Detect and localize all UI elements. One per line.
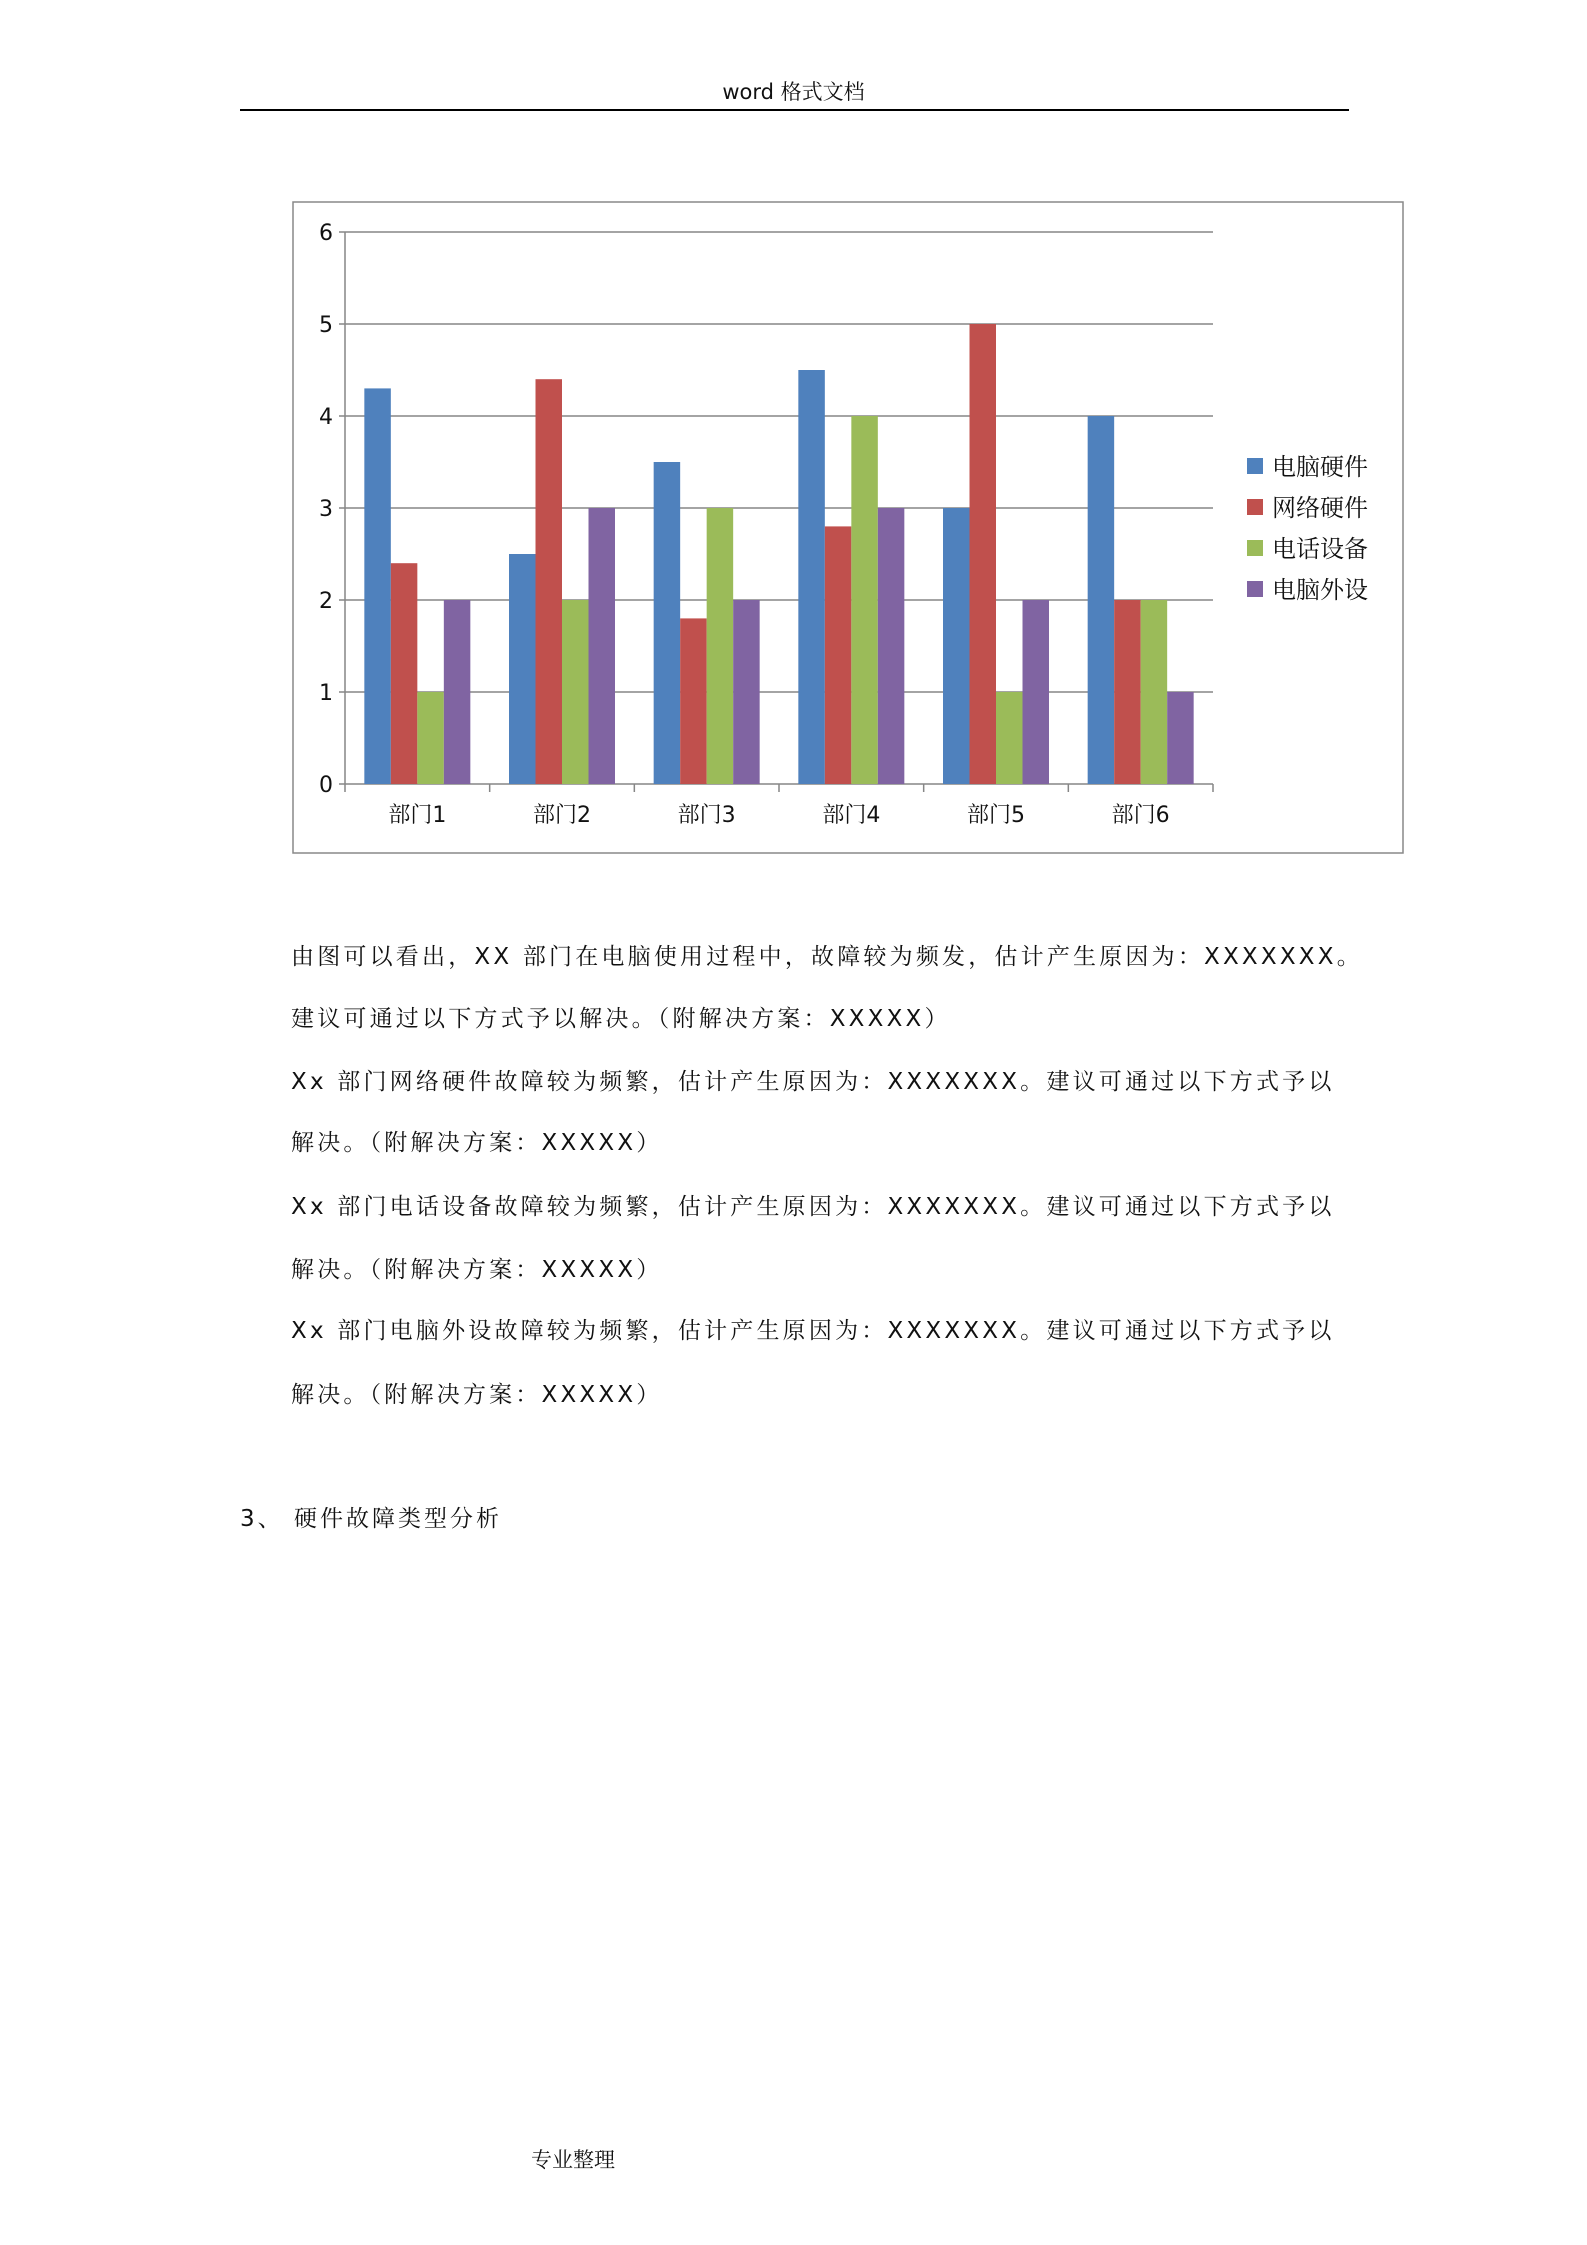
bar-电脑硬件-部门4 [798, 370, 825, 784]
y-tick-label: 2 [319, 589, 333, 614]
body-line: 解决。（附解决方案：XXXXX） [291, 1130, 663, 1156]
bar-网络硬件-部门5 [970, 324, 997, 784]
bar-电话设备-部门5 [996, 692, 1023, 784]
body-line: Xx 部门电话设备故障较为频繁，估计产生原因为：XXXXXXX。建议可通过以下方式予以 [291, 1194, 1335, 1220]
x-tick-label: 部门3 [677, 803, 736, 828]
bar-电脑外设-部门3 [733, 600, 760, 784]
y-tick-label: 4 [319, 405, 333, 430]
legend-swatch [1247, 499, 1263, 515]
x-tick-label: 部门6 [1111, 803, 1170, 828]
bar-电脑硬件-部门6 [1088, 416, 1115, 784]
bar-电脑硬件-部门5 [943, 508, 970, 784]
bar-电脑外设-部门1 [444, 600, 471, 784]
bar-网络硬件-部门6 [1114, 600, 1141, 784]
y-tick-label: 1 [319, 681, 333, 706]
bar-电话设备-部门4 [851, 416, 878, 784]
legend-label: 网络硬件 [1272, 494, 1368, 522]
page-footer: 专业整理 [531, 2148, 615, 2172]
bar-网络硬件-部门2 [536, 379, 563, 784]
x-tick-label: 部门5 [967, 803, 1025, 828]
bar-电脑硬件-部门1 [364, 388, 391, 784]
body-line: 解决。（附解决方案：XXXXX） [291, 1257, 663, 1283]
legend-label: 电话设备 [1272, 535, 1368, 563]
bar-电脑硬件-部门3 [654, 462, 681, 784]
bar-电脑外设-部门2 [589, 508, 616, 784]
body-line: 建议可通过以下方式予以解决。（附解决方案：XXXXX） [291, 1006, 951, 1032]
bar-电脑硬件-部门2 [509, 554, 536, 784]
y-tick-label: 3 [319, 497, 333, 522]
bar-电话设备-部门1 [417, 692, 444, 784]
bar-电话设备-部门2 [562, 600, 589, 784]
bar-电脑外设-部门6 [1167, 692, 1194, 784]
body-line: Xx 部门电脑外设故障较为频繁，估计产生原因为：XXXXXXX。建议可通过以下方式予以 [291, 1318, 1335, 1344]
y-tick-label: 0 [319, 773, 333, 798]
bar-网络硬件-部门1 [391, 563, 418, 784]
bar-电话设备-部门3 [707, 508, 734, 784]
bar-网络硬件-部门4 [825, 526, 852, 784]
bar-电话设备-部门6 [1141, 600, 1168, 784]
legend-swatch [1247, 581, 1263, 597]
bar-电脑外设-部门5 [1023, 600, 1050, 784]
x-tick-label: 部门2 [533, 803, 591, 828]
legend-swatch [1247, 540, 1263, 556]
legend-swatch [1247, 458, 1263, 474]
bar-电脑外设-部门4 [878, 508, 905, 784]
legend-label: 电脑外设 [1272, 576, 1368, 604]
x-tick-label: 部门1 [388, 803, 447, 828]
section-heading: 3、 硬件故障类型分析 [240, 1506, 502, 1532]
body-line: Xx 部门网络硬件故障较为频繁，估计产生原因为：XXXXXXX。建议可通过以下方式予以 [291, 1069, 1335, 1095]
bar-chart [0, 0, 1587, 900]
y-tick-label: 6 [319, 221, 333, 246]
body-line: 解决。（附解决方案：XXXXX） [291, 1382, 663, 1408]
body-line: 由图可以看出，XX 部门在电脑使用过程中，故障较为频发，估计产生原因为：XXXXXXX。 [291, 944, 1363, 970]
page-header-title: word 格式文档 [722, 80, 865, 104]
bar-网络硬件-部门3 [680, 618, 707, 784]
legend-label: 电脑硬件 [1272, 453, 1368, 481]
x-tick-label: 部门4 [822, 803, 881, 828]
y-tick-label: 5 [319, 313, 333, 338]
